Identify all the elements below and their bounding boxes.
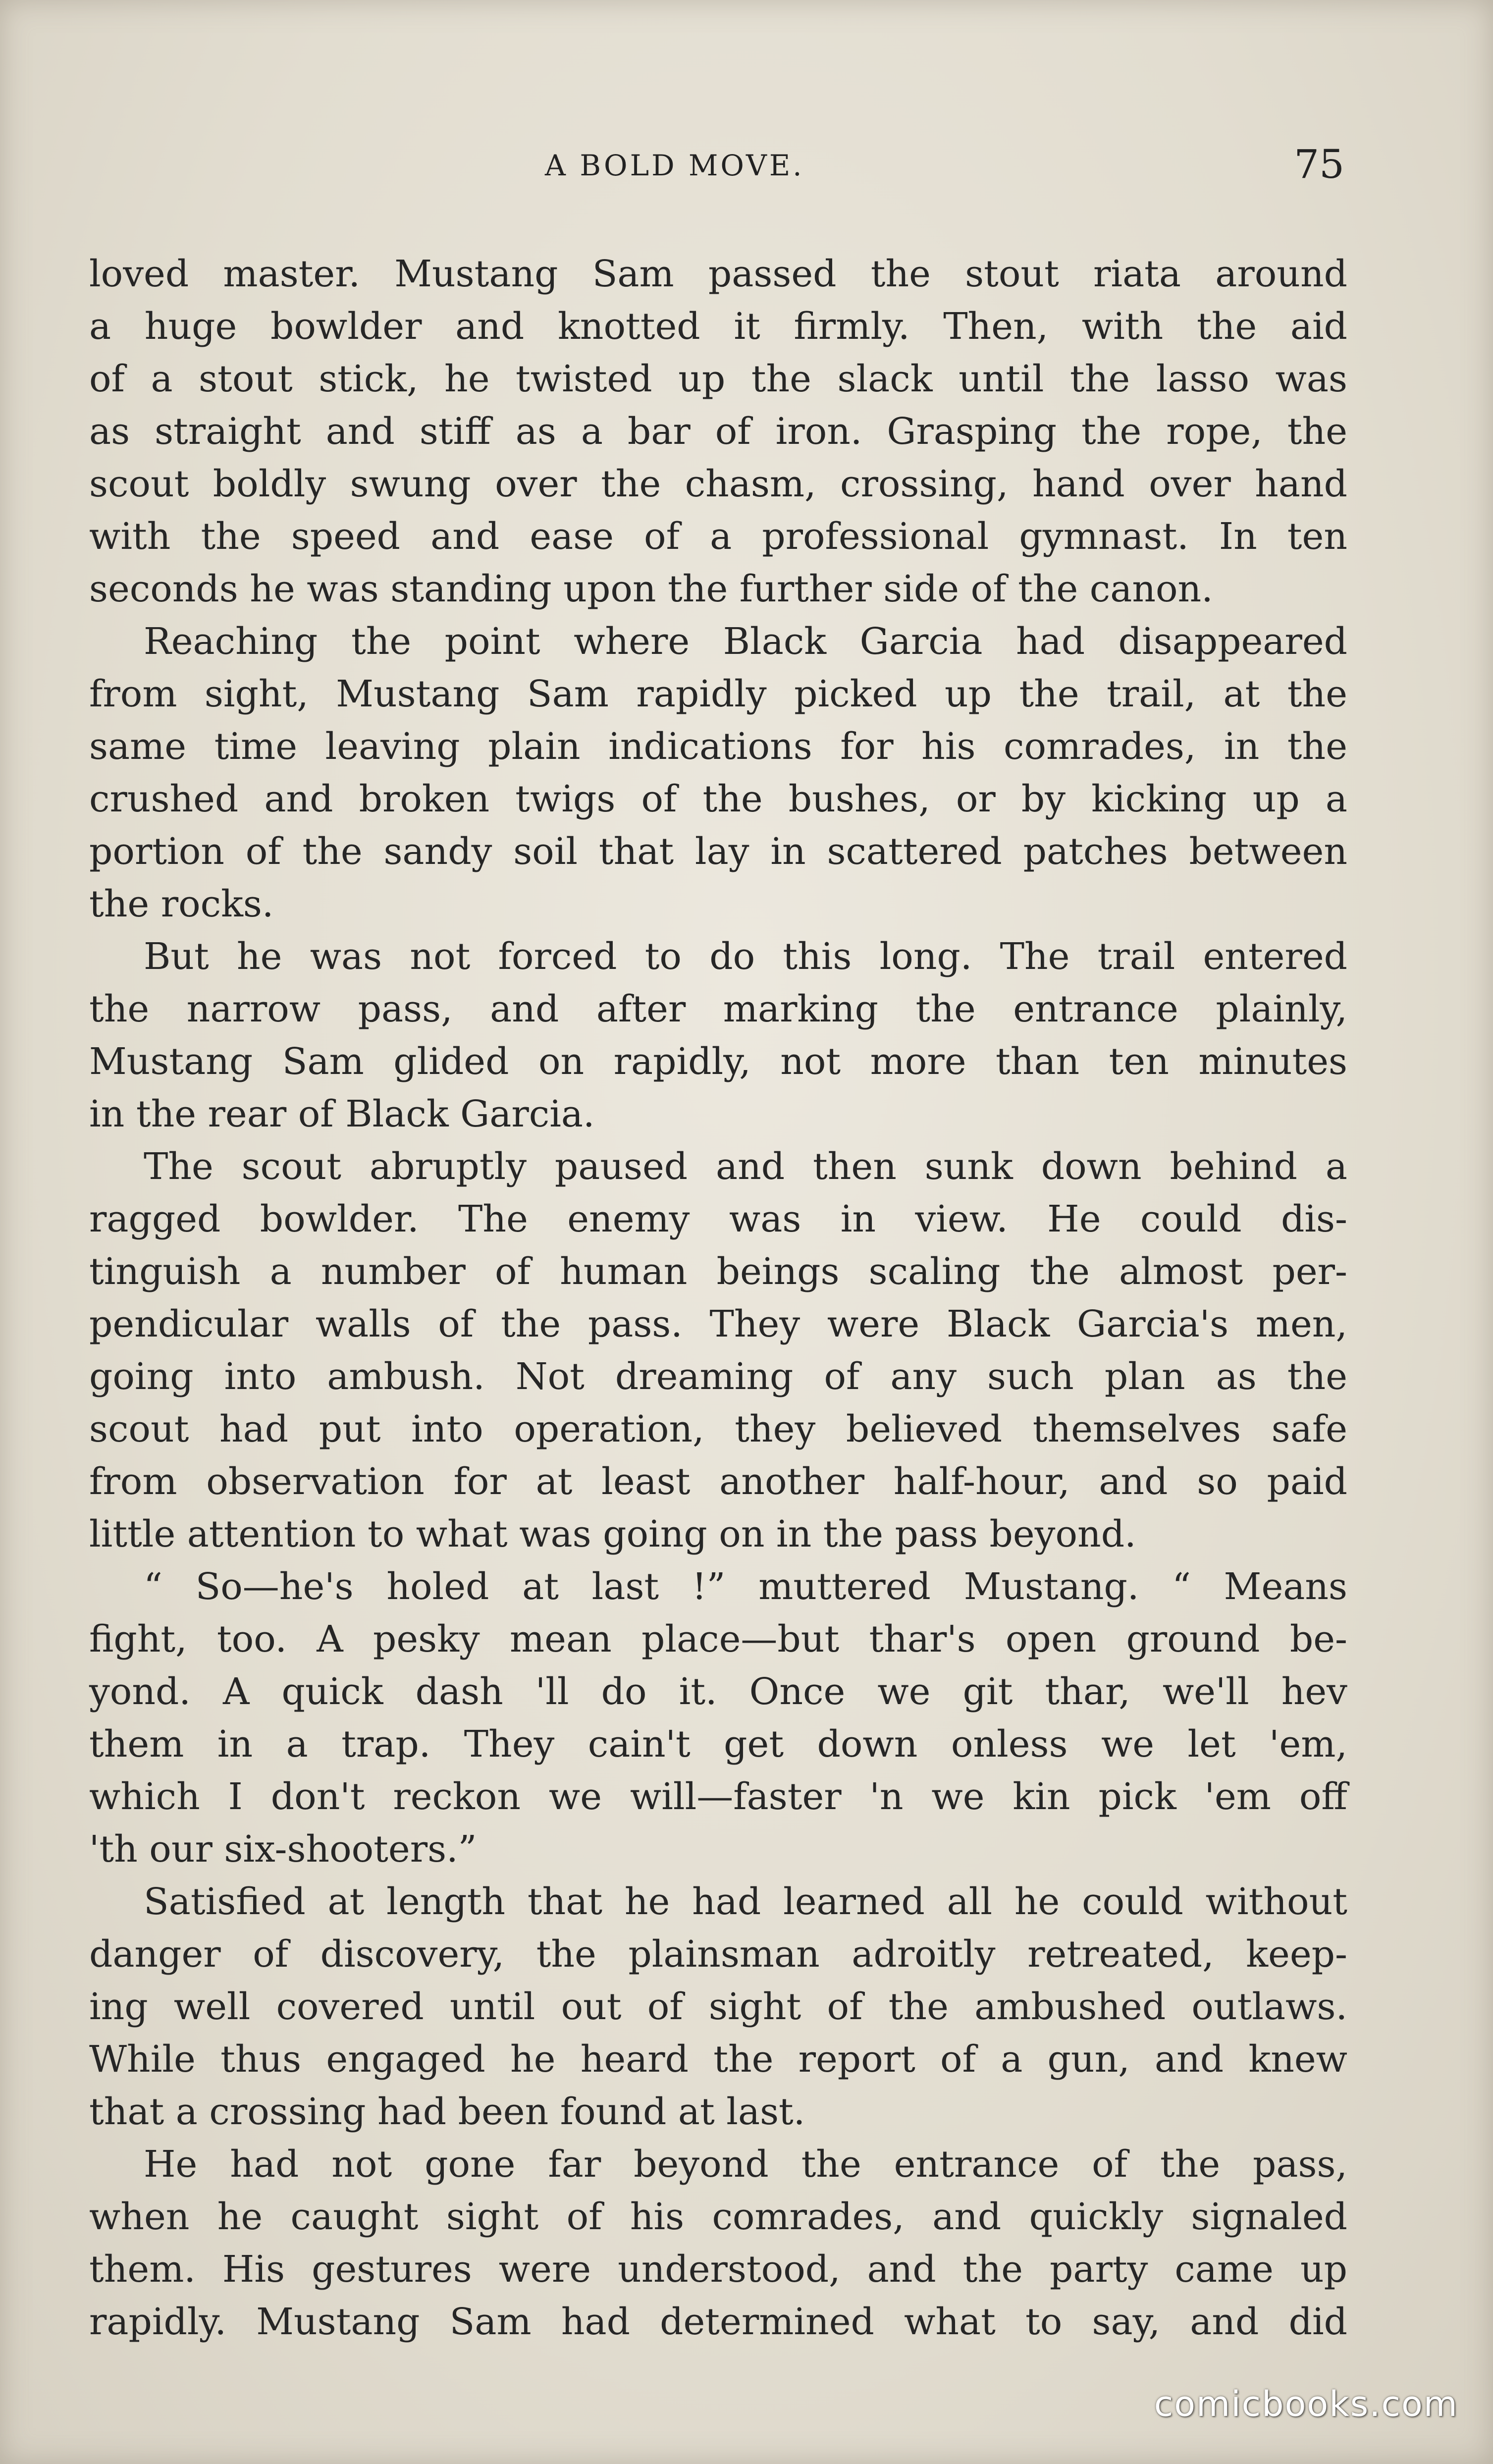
text-line: as straight and stiff as a bar of iron. Grasping the rope, the [89,410,1347,453]
text-line: tinguish a number of human beings scaling the almost per- [89,1250,1347,1293]
text-line: of a stout stick, he twisted up the slack until the lasso was [89,358,1347,400]
text-line: a huge bowlder and knotted it firmly. Then, with the aid [89,305,1347,348]
text-line: rapidly. Mustang Sam had determined what to say, and did [89,2301,1347,2343]
running-title: A BOLD MOVE. [545,149,804,182]
text-line: which I don't reckon we will—faster 'n we kin pick 'em off [89,1775,1347,1818]
page-number: 75 [1294,141,1344,187]
text-line: Mustang Sam glided on rapidly, not more than ten minutes [89,1040,1347,1083]
text-line: “ So—he's holed at last !” muttered Mustang. “ Means [144,1565,1347,1608]
site-watermark: comicbooks.com [1154,2384,1458,2424]
body-text [89,248,1347,2348]
text-line: scout had put into operation, they believed themselves safe [89,1408,1347,1450]
text-line: in the rear of Black Garcia. [89,1093,595,1135]
text-line: that a crossing had been found at last. [89,2090,805,2133]
text-line: ing well covered until out of sight of the ambushed outlaws. [89,1985,1347,2028]
text-line: little attention to what was going on in the pass beyond. [89,1513,1136,1555]
text-line: loved master. Mustang Sam passed the stout riata around [89,253,1347,295]
text-line: He had not gone far beyond the entrance of the pass, [144,2143,1347,2186]
text-line: While thus engaged he heard the report of a gun, and knew [89,2038,1347,2081]
text-line: 'th our six-shooters.” [89,1828,477,1871]
text-line: Satisfied at length that he had learned all he could without [144,1880,1347,1923]
text-line: But he was not forced to do this long. The trail entered [144,935,1347,978]
text-line: fight, too. A pesky mean place—but thar's open ground be- [89,1618,1347,1661]
text-line: the rocks. [89,883,274,925]
text-line: from sight, Mustang Sam rapidly picked up the trail, at the [89,673,1347,715]
text-line: same time leaving plain indications for his comrades, in the [89,725,1347,768]
text-line: ragged bowlder. The enemy was in view. He could dis- [89,1198,1347,1240]
text-line: them. His gestures were understood, and the party came up [89,2248,1347,2291]
text-line: going into ambush. Not dreaming of any such plan as the [89,1355,1347,1398]
text-line: pendicular walls of the pass. They were Black Garcia's men, [89,1303,1347,1345]
text-line: them in a trap. They cain't get down onless we let 'em, [89,1723,1347,1766]
text-line: Reaching the point where Black Garcia had disappeared [144,620,1347,663]
text-line: seconds he was standing upon the further side of the canon. [89,568,1213,610]
text-line: when he caught sight of his comrades, and quickly signaled [89,2196,1347,2238]
text-line: crushed and broken twigs of the bushes, or by kicking up a [89,778,1347,820]
text-line: from observation for at least another half-hour, and so paid [89,1460,1347,1503]
text-line: danger of discovery, the plainsman adroitly retreated, keep- [89,1933,1347,1976]
text-line: yond. A quick dash 'll do it. Once we git thar, we'll hev [89,1670,1347,1713]
text-line: portion of the sandy soil that lay in scattered patches between [89,830,1347,873]
text-line: with the speed and ease of a professional gymnast. In ten [89,515,1347,558]
text-line: The scout abruptly paused and then sunk down behind a [144,1145,1347,1188]
text-line: the narrow pass, and after marking the entrance plainly, [89,988,1347,1030]
text-line: scout boldly swung over the chasm, crossing, hand over hand [89,463,1347,505]
